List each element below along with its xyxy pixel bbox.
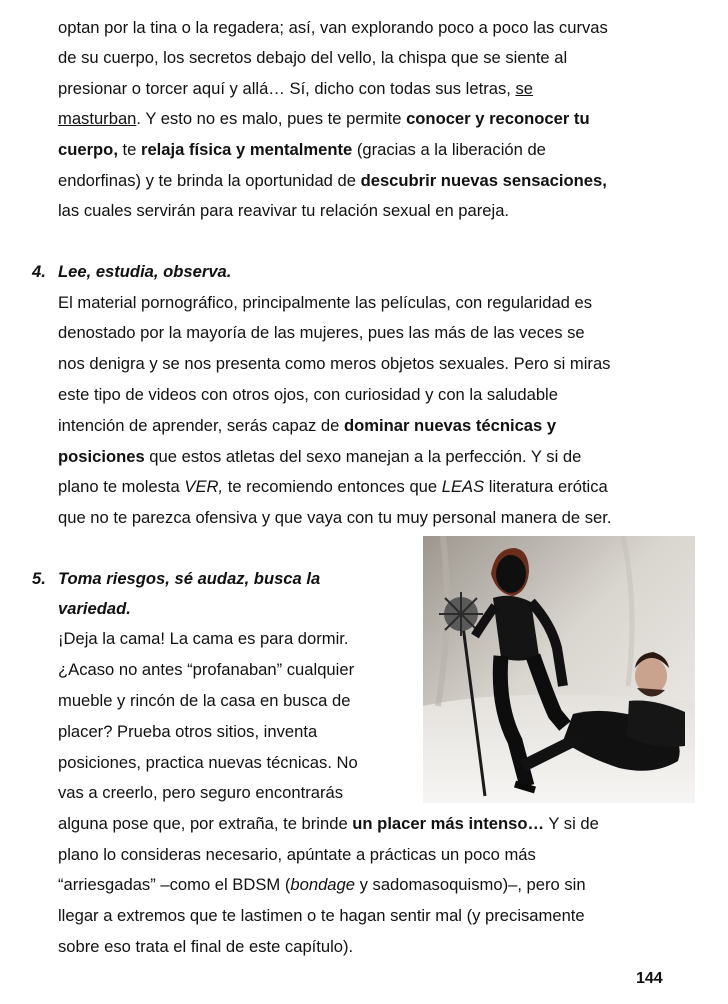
text-line: que no te parezca ofensiva y que vaya con tu muy personal manera de ser.	[58, 508, 612, 527]
text-line: mueble y rincón de la casa en busca de	[58, 691, 351, 710]
photo-drawing	[423, 536, 695, 803]
text-line: masturban. Y esto no es malo, pues te permite conocer y reconocer tu	[58, 109, 590, 128]
section-heading: Lee, estudia, observa.	[58, 262, 232, 281]
section-heading: Toma riesgos, sé audaz, busca la	[58, 569, 321, 588]
text-line: placer? Prueba otros sitios, inventa	[58, 722, 318, 741]
text-line: endorfinas) y te brinda la oportunidad de descubrir nuevas sensaciones,	[58, 171, 607, 190]
text-line: vas a creerlo, pero seguro encontrarás	[58, 783, 344, 802]
list-number: 4.	[32, 262, 46, 281]
underlined-word: masturban	[58, 109, 137, 128]
text-line: posiciones, practica nuevas técnicas. No	[58, 753, 358, 772]
text-line: sobre eso trata el final de este capítulo).	[58, 937, 354, 956]
text-line: ¡Deja la cama! La cama es para dormir.	[58, 629, 349, 648]
text-line: este tipo de videos con otros ojos, con curiosidad y con la saludable	[58, 385, 558, 404]
text-line: “arriesgadas” –como el BDSM (bondage y sadomasoquismo)–, pero sin	[58, 875, 586, 894]
list-number: 5.	[32, 569, 46, 588]
photo-illustration	[423, 536, 695, 803]
underlined-word: se	[515, 79, 534, 98]
text-line: denostado por la mayoría de las mujeres, pues las más de las veces se	[58, 323, 585, 342]
text-line: ¿Acaso no antes “profanaban” cualquier	[58, 660, 355, 679]
text-line: plano lo consideras necesario, apúntate a prácticas un poco más	[58, 845, 536, 864]
text-line: nos denigra y se nos presenta como meros objetos sexuales. Pero si miras	[58, 354, 611, 373]
text-line: optan por la tina o la regadera; así, van explorando poco a poco las curvas	[58, 18, 608, 37]
page-number: 144	[636, 970, 663, 987]
text-line: cuerpo, te relaja física y mentalmente (gracias a la liberación de	[58, 140, 546, 159]
section-heading: variedad.	[58, 599, 131, 618]
text-line: alguna pose que, por extraña, te brinde un placer más intenso… Y si de	[58, 814, 599, 833]
text-line: El material pornográfico, principalmente las películas, con regularidad es	[58, 293, 593, 312]
text-line: llegar a extremos que te lastimen o te hagan sentir mal (y precisamente	[58, 906, 585, 925]
text-line: plano te molesta VER, te recomiendo entonces que LEAS literatura erótica	[58, 477, 608, 496]
text-line: intención de aprender, serás capaz de dominar nuevas técnicas y	[58, 416, 557, 435]
text-line: de su cuerpo, los secretos debajo del vello, la chispa que se siente al	[58, 48, 568, 67]
text-line: las cuales servirán para reavivar tu relación sexual en pareja.	[58, 201, 510, 220]
text-line: presionar o torcer aquí y allá… Sí, dicho con todas sus letras, se	[58, 79, 534, 98]
text-line: posiciones que estos atletas del sexo manejan a la perfección. Y si de	[58, 447, 582, 466]
